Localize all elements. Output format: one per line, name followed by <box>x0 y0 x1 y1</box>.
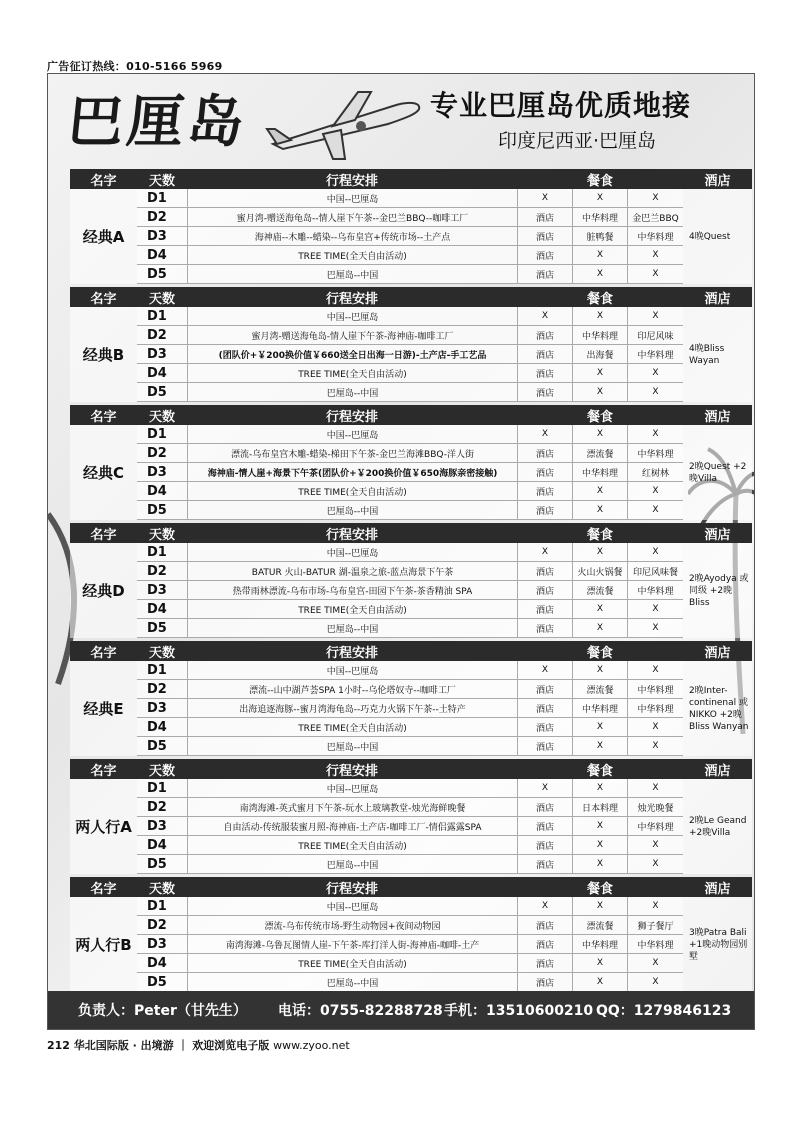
table-header <box>70 405 752 425</box>
breakfast-cell: 酒店 <box>517 265 572 283</box>
package-section <box>70 287 752 402</box>
dinner-cell: 中华料理 <box>627 345 683 363</box>
itinerary-cell: 巴厘岛--中国 <box>187 383 517 401</box>
header-name: 名字 <box>90 291 117 307</box>
dinner-cell: X <box>627 718 683 736</box>
header-plan: 行程安排 <box>325 881 378 897</box>
contact-mobile: 手机：13510600210 <box>444 1003 594 1019</box>
lunch-cell: X <box>572 779 627 797</box>
dinner-cell: X <box>627 600 683 618</box>
day-label: D3 <box>147 818 167 834</box>
header-days: 天数 <box>148 409 175 425</box>
dinner-cell: 狮子餐厅 <box>627 916 683 934</box>
table-header <box>70 877 752 897</box>
itinerary-cell: TREE TIME(全天自由活动) <box>187 246 517 264</box>
header-days: 天数 <box>148 527 175 543</box>
breakfast-cell: 酒店 <box>517 718 572 736</box>
lunch-cell: X <box>572 619 627 637</box>
lunch-cell: 火山火锅餐 <box>572 562 627 580</box>
breakfast-cell: 酒店 <box>517 581 572 599</box>
itinerary-cell: 巴厘岛--中国 <box>187 265 517 283</box>
lunch-cell: X <box>572 307 627 325</box>
breakfast-cell: X <box>517 307 572 325</box>
header-days: 天数 <box>148 763 175 779</box>
itinerary-cell: 南湾海滩-乌鲁瓦图情人崖-下午茶-库打洋人街-海神庙-咖啡-土产 <box>187 935 517 953</box>
lunch-cell: X <box>572 600 627 618</box>
day-label: D5 <box>147 856 167 872</box>
dinner-cell: X <box>627 543 683 561</box>
breakfast-cell: X <box>517 189 572 207</box>
dinner-cell: 中华料理 <box>627 227 683 245</box>
itinerary-cell: BATUR 火山-BATUR 湖-温泉之旅-蓝点海景下午茶 <box>187 562 517 580</box>
dinner-cell: 印尼风味餐 <box>627 562 683 580</box>
lunch-cell: X <box>572 501 627 519</box>
day-label: D4 <box>147 365 167 381</box>
itinerary-cell: 中国--巴厘岛 <box>187 307 517 325</box>
header-hotel: 酒店 <box>704 763 731 779</box>
header-meals: 餐食 <box>586 173 613 189</box>
day-label: D4 <box>147 719 167 735</box>
breakfast-cell: 酒店 <box>517 680 572 698</box>
header-hotel: 酒店 <box>704 291 731 307</box>
hotel-info: 3晚Patra Bali +1晚动物园别墅 <box>683 897 752 992</box>
hotel-info: 2晚Ayodya 或同级 +2晚Bliss <box>683 543 752 638</box>
lunch-cell: 中华料理 <box>572 935 627 953</box>
lunch-cell: 中华料理 <box>572 699 627 717</box>
day-label: D5 <box>147 738 167 754</box>
breakfast-cell: 酒店 <box>517 935 572 953</box>
header-hotel: 酒店 <box>704 881 731 897</box>
table-row <box>137 562 683 581</box>
table-header <box>70 523 752 543</box>
lunch-cell: 日本料理 <box>572 798 627 816</box>
itinerary-cell: TREE TIME(全天自由活动) <box>187 482 517 500</box>
day-label: D2 <box>147 917 167 933</box>
header-plan: 行程安排 <box>325 291 378 307</box>
table-row <box>137 463 683 482</box>
itinerary-cell: 中国--巴厘岛 <box>187 897 517 915</box>
package-name: 经典C <box>70 425 137 520</box>
itinerary-cell: TREE TIME(全天自由活动) <box>187 600 517 618</box>
website-link[interactable]: www.zyoo.net <box>273 1039 350 1052</box>
lunch-cell: X <box>572 836 627 854</box>
dinner-cell: X <box>627 779 683 797</box>
hotel-info: 4晚Quest <box>683 189 752 284</box>
table-row <box>137 737 683 756</box>
dinner-cell: 金巴兰BBQ <box>627 208 683 226</box>
table-row <box>137 836 683 855</box>
header-plan: 行程安排 <box>325 527 378 543</box>
breakfast-cell: 酒店 <box>517 246 572 264</box>
breakfast-cell: 酒店 <box>517 817 572 835</box>
header-days: 天数 <box>148 291 175 307</box>
table-row <box>137 383 683 402</box>
header-name: 名字 <box>90 763 117 779</box>
table-header <box>70 287 752 307</box>
table-row <box>137 661 683 680</box>
dinner-cell: 印尼风味 <box>627 326 683 344</box>
breakfast-cell: 酒店 <box>517 227 572 245</box>
package-name: 经典B <box>70 307 137 402</box>
day-label: D1 <box>147 662 167 678</box>
lunch-cell: X <box>572 954 627 972</box>
package-section <box>70 759 752 874</box>
package-section <box>70 523 752 638</box>
breakfast-cell: 酒店 <box>517 562 572 580</box>
lunch-cell: X <box>572 897 627 915</box>
header-name: 名字 <box>90 881 117 897</box>
day-label: D4 <box>147 955 167 971</box>
advert-frame <box>47 73 755 1030</box>
dinner-cell: X <box>627 482 683 500</box>
lunch-cell: X <box>572 817 627 835</box>
itinerary-cell: 中国--巴厘岛 <box>187 189 517 207</box>
lunch-cell: 出海餐 <box>572 345 627 363</box>
hotel-info: 2晚Quest +2晚Villa <box>683 425 752 520</box>
header-meals: 餐食 <box>586 881 613 897</box>
lunch-cell: 漂流餐 <box>572 444 627 462</box>
header-meals: 餐食 <box>586 645 613 661</box>
dinner-cell: 中华料理 <box>627 444 683 462</box>
table-row <box>137 619 683 638</box>
table-row <box>137 954 683 973</box>
table-row <box>137 425 683 444</box>
header-meals: 餐食 <box>586 763 613 779</box>
table-header <box>70 759 752 779</box>
lunch-cell: 脏鸭餐 <box>572 227 627 245</box>
table-row <box>137 581 683 600</box>
dinner-cell: X <box>627 661 683 679</box>
table-row <box>137 364 683 383</box>
contact-bar <box>48 991 754 1029</box>
dinner-cell: 中华料理 <box>627 581 683 599</box>
day-label: D3 <box>147 936 167 952</box>
table-row <box>137 246 683 265</box>
package-section <box>70 405 752 520</box>
day-label: D2 <box>147 327 167 343</box>
day-label: D1 <box>147 544 167 560</box>
breakfast-cell: 酒店 <box>517 619 572 637</box>
itinerary-cell: 中国--巴厘岛 <box>187 425 517 443</box>
breakfast-cell: 酒店 <box>517 501 572 519</box>
hotel-info: 4晚Bliss Wayan <box>683 307 752 402</box>
table-row <box>137 208 683 227</box>
itinerary-cell: 中国--巴厘岛 <box>187 661 517 679</box>
dinner-cell: X <box>627 501 683 519</box>
headline: 专业巴厘岛优质地接 <box>430 89 692 122</box>
day-label: D1 <box>147 780 167 796</box>
breakfast-cell: X <box>517 897 572 915</box>
itinerary-cell: 漂流--山中湖芦荟SPA 1小时--乌伦塔奴寺--咖啡工厂 <box>187 680 517 698</box>
header-days: 天数 <box>148 173 175 189</box>
dinner-cell: X <box>627 737 683 755</box>
breakfast-cell: 酒店 <box>517 444 572 462</box>
breakfast-cell: X <box>517 779 572 797</box>
breakfast-cell: 酒店 <box>517 482 572 500</box>
breakfast-cell: 酒店 <box>517 916 572 934</box>
page-footer <box>47 1037 350 1053</box>
table-row <box>137 916 683 935</box>
ad-hotline: 广告征订热线：010-5166 5969 <box>47 60 223 73</box>
day-label: D3 <box>147 700 167 716</box>
itinerary-cell: 南湾海滩-英式蜜月下午茶-玩水上玻璃教堂-烛光海鲜晚餐 <box>187 798 517 816</box>
breakfast-cell: X <box>517 425 572 443</box>
day-label: D1 <box>147 190 167 206</box>
table-row <box>137 326 683 345</box>
header-name: 名字 <box>90 645 117 661</box>
lunch-cell: 漂流餐 <box>572 680 627 698</box>
advert-header <box>48 74 754 166</box>
lunch-cell: X <box>572 661 627 679</box>
itinerary-cell: 蜜月湾-赠送海龟岛--情人崖下午茶--金巴兰BBQ--咖啡工厂 <box>187 208 517 226</box>
day-label: D5 <box>147 620 167 636</box>
itinerary-cell: TREE TIME(全天自由活动) <box>187 954 517 972</box>
table-header <box>70 169 752 189</box>
lunch-cell: X <box>572 718 627 736</box>
header-hotel: 酒店 <box>704 527 731 543</box>
dinner-cell: X <box>627 973 683 991</box>
breakfast-cell: 酒店 <box>517 600 572 618</box>
itinerary-cell: 巴厘岛--中国 <box>187 737 517 755</box>
itinerary-cell: 巴厘岛--中国 <box>187 619 517 637</box>
header-plan: 行程安排 <box>325 173 378 189</box>
package-section <box>70 877 752 992</box>
contact-person: 负责人：Peter（甘先生） <box>78 1003 247 1019</box>
table-row <box>137 817 683 836</box>
day-label: D1 <box>147 426 167 442</box>
table-row <box>137 897 683 916</box>
airplane-icon <box>263 84 423 164</box>
breakfast-cell: 酒店 <box>517 737 572 755</box>
itinerary-cell: TREE TIME(全天自由活动) <box>187 718 517 736</box>
package-name: 两人行A <box>70 779 137 874</box>
header-hotel: 酒店 <box>704 645 731 661</box>
breakfast-cell: X <box>517 543 572 561</box>
header-meals: 餐食 <box>586 291 613 307</box>
package-name: 两人行B <box>70 897 137 992</box>
breakfast-cell: 酒店 <box>517 383 572 401</box>
breakfast-cell: 酒店 <box>517 364 572 382</box>
header-meals: 餐食 <box>586 527 613 543</box>
table-row <box>137 973 683 992</box>
header-meals: 餐食 <box>586 409 613 425</box>
itinerary-cell: 中国--巴厘岛 <box>187 779 517 797</box>
day-label: D3 <box>147 228 167 244</box>
table-row <box>137 543 683 562</box>
table-row <box>137 855 683 874</box>
table-row <box>137 189 683 208</box>
itinerary-cell: TREE TIME(全天自由活动) <box>187 364 517 382</box>
day-label: D2 <box>147 681 167 697</box>
itinerary-cell: 自由活动-传统服装蜜月照-海神庙-土产店-咖啡工厂-情侣露露SPA <box>187 817 517 835</box>
dinner-cell: 中华料理 <box>627 699 683 717</box>
header-hotel: 酒店 <box>704 173 731 189</box>
itinerary-cell: 热带雨林漂流-乌布市场-乌布皇宫-田园下午茶-茶香精油 SPA <box>187 581 517 599</box>
package-name: 经典E <box>70 661 137 756</box>
dinner-cell: 红树林 <box>627 463 683 481</box>
table-row <box>137 307 683 326</box>
itinerary-cell: 巴厘岛--中国 <box>187 855 517 873</box>
itinerary-cell: TREE TIME(全天自由活动) <box>187 836 517 854</box>
breakfast-cell: 酒店 <box>517 699 572 717</box>
lunch-cell: X <box>572 737 627 755</box>
dinner-cell: X <box>627 383 683 401</box>
itinerary-cell: 漂流-乌布皇宫木雕-蜡染-梯田下午茶-金巴兰海滩BBQ-洋人街 <box>187 444 517 462</box>
hotel-info: 2晚Le Geand +2晚Villa <box>683 779 752 874</box>
dinner-cell: X <box>627 897 683 915</box>
lunch-cell: X <box>572 364 627 382</box>
dinner-cell: X <box>627 954 683 972</box>
table-row <box>137 798 683 817</box>
day-label: D5 <box>147 974 167 990</box>
dinner-cell: 中华料理 <box>627 817 683 835</box>
dinner-cell: X <box>627 364 683 382</box>
breakfast-cell: 酒店 <box>517 855 572 873</box>
dinner-cell: X <box>627 246 683 264</box>
breakfast-cell: 酒店 <box>517 798 572 816</box>
table-row <box>137 699 683 718</box>
day-label: D5 <box>147 384 167 400</box>
table-row <box>137 935 683 954</box>
lunch-cell: X <box>572 189 627 207</box>
dinner-cell: X <box>627 836 683 854</box>
lunch-cell: X <box>572 855 627 873</box>
table-row <box>137 680 683 699</box>
day-label: D3 <box>147 464 167 480</box>
itinerary-cell: 出海追逐海豚--蜜月湾海龟岛--巧克力火锅下午茶--土特产 <box>187 699 517 717</box>
breakfast-cell: 酒店 <box>517 973 572 991</box>
itinerary-cell: (团队价+￥200换价值￥660送全日出海一日游)-土产店-手工艺品 <box>187 345 517 363</box>
table-header <box>70 641 752 661</box>
header-days: 天数 <box>148 881 175 897</box>
day-label: D4 <box>147 247 167 263</box>
itinerary-cell: 海神庙-情人崖+海景下午茶(团队价+￥200换价值￥650海豚亲密接触) <box>187 463 517 481</box>
table-row <box>137 444 683 463</box>
dinner-cell: X <box>627 307 683 325</box>
itinerary-cell: 漂流-乌布传统市场-野生动物园+夜间动物园 <box>187 916 517 934</box>
lunch-cell: X <box>572 482 627 500</box>
day-label: D2 <box>147 209 167 225</box>
day-label: D2 <box>147 563 167 579</box>
itinerary-cell: 蜜月湾-赠送海龟岛-情人崖下午茶-海神庙-咖啡工厂 <box>187 326 517 344</box>
dinner-cell: 中华料理 <box>627 680 683 698</box>
lunch-cell: X <box>572 973 627 991</box>
table-row <box>137 227 683 246</box>
day-label: D3 <box>147 346 167 362</box>
lunch-cell: 中华料理 <box>572 208 627 226</box>
day-label: D5 <box>147 266 167 282</box>
dinner-cell: X <box>627 189 683 207</box>
day-label: D4 <box>147 837 167 853</box>
lunch-cell: 中华料理 <box>572 326 627 344</box>
breakfast-cell: 酒店 <box>517 208 572 226</box>
dinner-cell: X <box>627 425 683 443</box>
breakfast-cell: 酒店 <box>517 954 572 972</box>
lunch-cell: X <box>572 425 627 443</box>
header-plan: 行程安排 <box>325 645 378 661</box>
breakfast-cell: X <box>517 661 572 679</box>
contact-phone: 电话：0755-82288728 <box>278 1003 443 1019</box>
day-label: D2 <box>147 799 167 815</box>
day-label: D4 <box>147 483 167 499</box>
day-label: D4 <box>147 601 167 617</box>
dinner-cell: 烛光晚餐 <box>627 798 683 816</box>
table-row <box>137 345 683 364</box>
header-name: 名字 <box>90 173 117 189</box>
table-row <box>137 600 683 619</box>
breakfast-cell: 酒店 <box>517 463 572 481</box>
table-row <box>137 779 683 798</box>
dinner-cell: X <box>627 855 683 873</box>
contact-qq: QQ：1279846123 <box>596 1003 732 1019</box>
header-plan: 行程安排 <box>325 409 378 425</box>
breakfast-cell: 酒店 <box>517 836 572 854</box>
dinner-cell: 中华料理 <box>627 935 683 953</box>
itinerary-cell: 巴厘岛--中国 <box>187 973 517 991</box>
lunch-cell: 漂流餐 <box>572 581 627 599</box>
itinerary-cell: 海神庙--木雕--蜡染--乌布皇宫+传统市场--土产点 <box>187 227 517 245</box>
header-name: 名字 <box>90 409 117 425</box>
dinner-cell: X <box>627 265 683 283</box>
day-label: D1 <box>147 308 167 324</box>
package-name: 经典A <box>70 189 137 284</box>
table-row <box>137 482 683 501</box>
page-info: 212 华北国际版 · 出境游 ｜ 欢迎浏览电子版 <box>47 1039 270 1052</box>
header-days: 天数 <box>148 645 175 661</box>
breakfast-cell: 酒店 <box>517 345 572 363</box>
day-label: D3 <box>147 582 167 598</box>
subheadline: 印度尼西亚·巴厘岛 <box>498 130 657 152</box>
package-section <box>70 641 752 756</box>
lunch-cell: X <box>572 543 627 561</box>
header-name: 名字 <box>90 527 117 543</box>
header-hotel: 酒店 <box>704 409 731 425</box>
table-row <box>137 265 683 284</box>
package-section <box>70 169 752 284</box>
table-row <box>137 501 683 520</box>
lunch-cell: 漂流餐 <box>572 916 627 934</box>
day-label: D2 <box>147 445 167 461</box>
day-label: D5 <box>147 502 167 518</box>
lunch-cell: X <box>572 383 627 401</box>
dinner-cell: X <box>627 619 683 637</box>
day-label: D1 <box>147 898 167 914</box>
breakfast-cell: 酒店 <box>517 326 572 344</box>
itinerary-cell: 中国--巴厘岛 <box>187 543 517 561</box>
table-row <box>137 718 683 737</box>
brand-logo: 巴厘岛 <box>64 89 252 155</box>
lunch-cell: X <box>572 246 627 264</box>
header-plan: 行程安排 <box>325 763 378 779</box>
lunch-cell: 中华料理 <box>572 463 627 481</box>
lunch-cell: X <box>572 265 627 283</box>
hotel-info: 2晚Inter-continenal 或NIKKO +2晚Bliss Wanyan <box>683 661 752 756</box>
package-name: 经典D <box>70 543 137 638</box>
itinerary-cell: 巴厘岛--中国 <box>187 501 517 519</box>
